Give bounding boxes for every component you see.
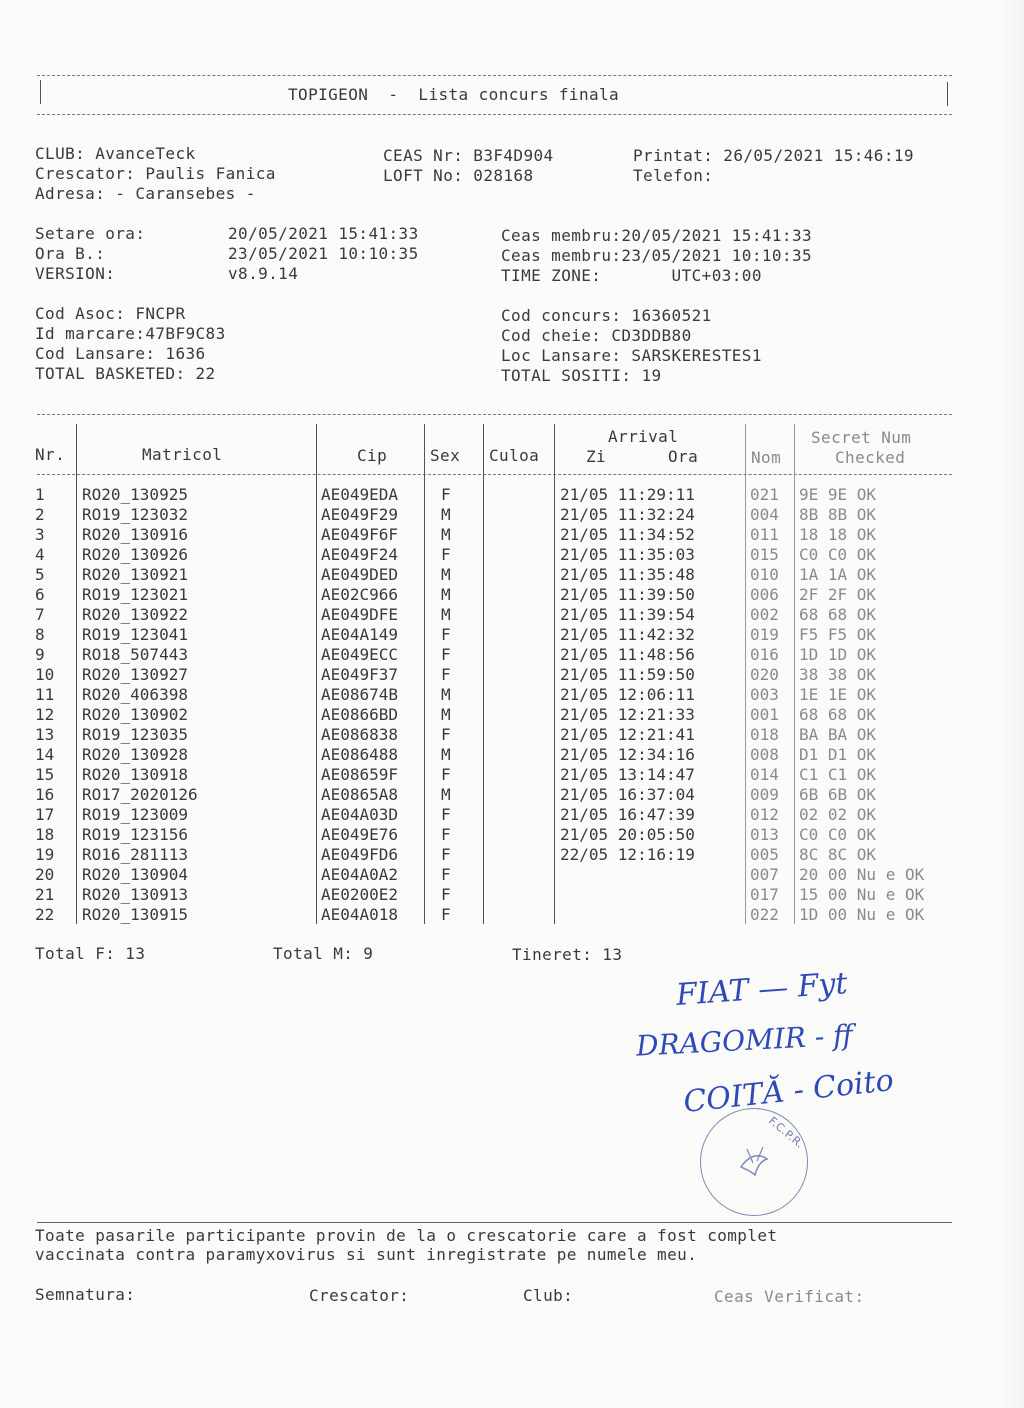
cell-nr: 10	[35, 665, 55, 684]
col-header-nr: Nr.	[35, 445, 66, 464]
handwritten-line-2: DRAGOMIR - ff	[635, 1018, 854, 1063]
cell-cip: AE02C966	[321, 585, 399, 604]
cell-cip: AE049F24	[321, 545, 399, 564]
cell-cip: AE04A018	[321, 905, 399, 924]
cell-nr: 13	[35, 725, 55, 744]
cell-matricol: RO20_130922	[82, 605, 188, 624]
ora-b-value: 23/05/2021 10:10:35	[228, 244, 419, 263]
cell-cip: AE049DFE	[321, 605, 399, 624]
cod-concurs: Cod concurs: 16360521	[501, 306, 712, 325]
cell-sex: F	[441, 645, 451, 664]
cell-sex: F	[441, 825, 451, 844]
col-header-sex: Sex	[430, 446, 461, 465]
cell-matricol: RO20_406398	[82, 685, 188, 704]
cell-sex: M	[441, 605, 451, 624]
cell-nom: 014	[750, 765, 779, 784]
table-row	[0, 865, 1000, 885]
cell-sex: F	[441, 805, 451, 824]
cell-nr: 21	[35, 885, 55, 904]
cell-secret: 1D 1D OK	[799, 645, 877, 664]
time-zone: TIME ZONE: UTC+03:00	[501, 266, 762, 285]
loft-no: LOFT No: 028168	[383, 166, 534, 185]
col-header-cip: Cip	[357, 446, 388, 465]
table-row	[0, 845, 1000, 865]
cell-nom: 008	[750, 745, 779, 764]
cell-nr: 7	[35, 605, 45, 624]
cell-arrival: 22/05 12:16:19	[560, 845, 695, 864]
table-row	[0, 765, 1000, 785]
cell-matricol: RO19_123032	[82, 505, 188, 524]
cell-arrival: 21/05 12:06:11	[560, 685, 695, 704]
cell-nom: 017	[750, 885, 779, 904]
ceas-nr: CEAS Nr: B3F4D904	[383, 146, 554, 165]
printat: Printat: 26/05/2021 15:46:19	[633, 146, 914, 165]
cell-nom: 015	[750, 545, 779, 564]
cod-lansare: Cod Lansare: 1636	[35, 344, 206, 363]
cell-secret: F5 F5 OK	[799, 625, 877, 644]
table-header-divider	[37, 474, 952, 475]
cell-cip: AE04A03D	[321, 805, 399, 824]
adresa: Adresa: - Caransebes -	[35, 184, 256, 203]
cell-nom: 019	[750, 625, 779, 644]
cell-nom: 016	[750, 645, 779, 664]
cell-cip: AE049EDA	[321, 485, 399, 504]
cell-sex: M	[441, 585, 451, 604]
cell-nr: 4	[35, 545, 45, 564]
cell-cip: AE086838	[321, 725, 399, 744]
table-top-border	[37, 414, 952, 415]
cell-matricol: RO20_130916	[82, 525, 188, 544]
cell-secret: 38 38 OK	[799, 665, 877, 684]
cell-cip: AE0866BD	[321, 705, 399, 724]
table-row	[0, 905, 1000, 925]
crescator-name: Crescator: Paulis Fanica	[35, 164, 276, 183]
cell-nr: 14	[35, 745, 55, 764]
cell-secret: 1A 1A OK	[799, 565, 877, 584]
cell-arrival: 21/05 11:48:56	[560, 645, 695, 664]
cell-nr: 3	[35, 525, 45, 544]
cell-sex: F	[441, 905, 451, 924]
cell-cip: AE0865A8	[321, 785, 399, 804]
cell-nom: 005	[750, 845, 779, 864]
cell-nom: 012	[750, 805, 779, 824]
cell-matricol: RO19_123021	[82, 585, 188, 604]
cell-arrival: 21/05 16:37:04	[560, 785, 695, 804]
loc-lansare: Loc Lansare: SARSKERESTES1	[501, 346, 762, 365]
col-header-nom: Nom	[751, 448, 782, 467]
cell-nr: 11	[35, 685, 55, 704]
cell-nom: 002	[750, 605, 779, 624]
cell-matricol: RO20_130915	[82, 905, 188, 924]
cell-secret: C0 C0 OK	[799, 545, 877, 564]
cell-sex: F	[441, 725, 451, 744]
ceas-membru-1: Ceas membru:20/05/2021 15:41:33	[501, 226, 813, 245]
cell-matricol: RO20_130913	[82, 885, 188, 904]
table-row	[0, 785, 1000, 805]
cell-arrival: 21/05 11:34:52	[560, 525, 695, 544]
cell-matricol: RO19_123156	[82, 825, 188, 844]
table-row	[0, 525, 1000, 545]
stamp-text: F.C.P.R.	[766, 1114, 807, 1151]
col-header-arrival: Arrival	[608, 427, 679, 446]
col-header-culoa: Culoa	[489, 446, 540, 465]
cell-nom: 013	[750, 825, 779, 844]
cell-cip: AE049FD6	[321, 845, 399, 864]
table-row	[0, 665, 1000, 685]
cell-cip: AE049ECC	[321, 645, 399, 664]
cell-secret: C0 C0 OK	[799, 825, 877, 844]
version-value: v8.9.14	[228, 264, 299, 283]
cell-nr: 16	[35, 785, 55, 804]
cell-nom: 018	[750, 725, 779, 744]
col-header-checked: Checked	[835, 448, 906, 467]
table-row	[0, 685, 1000, 705]
cell-secret: 68 68 OK	[799, 605, 877, 624]
cell-sex: M	[441, 705, 451, 724]
cell-arrival: 21/05 12:21:33	[560, 705, 695, 724]
cell-matricol: RO20_130925	[82, 485, 188, 504]
telefon: Telefon:	[633, 166, 714, 185]
cell-nom: 021	[750, 485, 779, 504]
cell-nr: 12	[35, 705, 55, 724]
cell-matricol: RO20_130926	[82, 545, 188, 564]
total-f: Total F: 13	[35, 944, 146, 963]
cell-matricol: RO20_130921	[82, 565, 188, 584]
cell-arrival: 21/05 12:34:16	[560, 745, 695, 764]
cod-cheie: Cod cheie: CD3DDB80	[501, 326, 692, 345]
cell-secret: 6B 6B OK	[799, 785, 877, 804]
cell-secret: 18 18 OK	[799, 525, 877, 544]
cell-arrival: 21/05 12:21:41	[560, 725, 695, 744]
version-label: VERSION:	[35, 264, 116, 283]
cell-matricol: RO20_130927	[82, 665, 188, 684]
cell-nr: 22	[35, 905, 55, 924]
cell-nr: 1	[35, 485, 45, 504]
cell-sex: M	[441, 565, 451, 584]
ceas-verificat-label: Ceas Verificat:	[714, 1287, 865, 1306]
cell-nom: 006	[750, 585, 779, 604]
cell-sex: F	[441, 865, 451, 884]
cell-nr: 9	[35, 645, 45, 664]
header-bottom-border	[37, 114, 952, 115]
col-header-zi: Zi	[586, 447, 607, 466]
table-row	[0, 645, 1000, 665]
cell-secret: C1 C1 OK	[799, 765, 877, 784]
cell-matricol: RO20_130904	[82, 865, 188, 884]
cell-matricol: RO17_2020126	[82, 785, 198, 804]
cell-nom: 001	[750, 705, 779, 724]
cell-sex: M	[441, 505, 451, 524]
cell-arrival: 21/05 20:05:50	[560, 825, 695, 844]
cell-arrival: 21/05 11:35:03	[560, 545, 695, 564]
table-row	[0, 705, 1000, 725]
table-row	[0, 725, 1000, 745]
cell-nr: 8	[35, 625, 45, 644]
cell-matricol: RO18_507443	[82, 645, 188, 664]
cell-nom: 010	[750, 565, 779, 584]
cell-nr: 19	[35, 845, 55, 864]
cell-sex: F	[441, 845, 451, 864]
cell-cip: AE049DED	[321, 565, 399, 584]
document-title: TOPIGEON - Lista concurs finala	[288, 85, 620, 104]
stamp-seal	[700, 1108, 808, 1216]
cell-nr: 15	[35, 765, 55, 784]
cell-cip: AE086488	[321, 745, 399, 764]
header-right-border	[947, 82, 948, 106]
setare-ora-value: 20/05/2021 15:41:33	[228, 224, 419, 243]
cell-nom: 007	[750, 865, 779, 884]
table-row	[0, 805, 1000, 825]
cell-sex: M	[441, 785, 451, 804]
cell-arrival: 21/05 11:42:32	[560, 625, 695, 644]
total-sositi: TOTAL SOSITI: 19	[501, 366, 662, 385]
cell-arrival: 21/05 11:59:50	[560, 665, 695, 684]
ora-b-label: Ora B.:	[35, 244, 106, 263]
cell-nr: 5	[35, 565, 45, 584]
cell-cip: AE04A149	[321, 625, 399, 644]
total-basketed: TOTAL BASKETED: 22	[35, 364, 216, 383]
cell-arrival: 21/05 16:47:39	[560, 805, 695, 824]
table-row	[0, 885, 1000, 905]
header-left-border	[40, 80, 41, 104]
tineret: Tineret: 13	[512, 945, 623, 964]
table-row	[0, 585, 1000, 605]
cell-secret: 8C 8C OK	[799, 845, 877, 864]
cell-secret: BA BA OK	[799, 725, 877, 744]
cell-cip: AE08659F	[321, 765, 399, 784]
cell-matricol: RO20_130928	[82, 745, 188, 764]
cell-matricol: RO20_130918	[82, 765, 188, 784]
cell-nr: 17	[35, 805, 55, 824]
handwritten-line-3: COITĂ - Coito	[681, 1063, 896, 1120]
table-row	[0, 605, 1000, 625]
cell-nom: 004	[750, 505, 779, 524]
cell-arrival: 21/05 11:39:54	[560, 605, 695, 624]
cell-cip: AE08674B	[321, 685, 399, 704]
cell-matricol: RO19_123041	[82, 625, 188, 644]
club-name: CLUB: AvanceTeck	[35, 144, 196, 163]
cell-nr: 6	[35, 585, 45, 604]
statement-line-1: Toate pasarile participante provin de la o crescatorie care a fost complet	[35, 1226, 778, 1245]
cell-secret: 68 68 OK	[799, 705, 877, 724]
cell-matricol: RO19_123035	[82, 725, 188, 744]
cell-arrival: 21/05 11:35:48	[560, 565, 695, 584]
cell-sex: F	[441, 765, 451, 784]
cell-secret: 1D 00 Nu e OK	[799, 905, 925, 924]
cell-arrival: 21/05 13:14:47	[560, 765, 695, 784]
cell-matricol: RO20_130902	[82, 705, 188, 724]
col-header-ora: Ora	[668, 447, 699, 466]
cell-matricol: RO19_123009	[82, 805, 188, 824]
cell-sex: F	[441, 545, 451, 564]
club-label: Club:	[523, 1286, 574, 1305]
cell-arrival: 21/05 11:32:24	[560, 505, 695, 524]
col-header-secret: Secret Num	[811, 428, 912, 447]
cell-secret: 15 00 Nu e OK	[799, 885, 925, 904]
cell-secret: 8B 8B OK	[799, 505, 877, 524]
handwritten-line-1: FIAT — Fyt	[674, 966, 849, 1013]
cell-secret: 20 00 Nu e OK	[799, 865, 925, 884]
cell-sex: M	[441, 745, 451, 764]
col-header-matricol: Matricol	[142, 445, 223, 464]
setare-ora-label: Setare ora:	[35, 224, 146, 243]
table-row	[0, 745, 1000, 765]
cell-sex: F	[441, 485, 451, 504]
cell-nr: 18	[35, 825, 55, 844]
semnatura-label: Semnatura:	[35, 1285, 136, 1304]
cell-sex: F	[441, 625, 451, 644]
cell-secret: 9E 9E OK	[799, 485, 877, 504]
cell-sex: F	[441, 665, 451, 684]
header-top-border	[37, 75, 952, 76]
cell-matricol: RO16_281113	[82, 845, 188, 864]
total-m: Total M: 9	[273, 944, 374, 963]
cell-cip: AE04A0A2	[321, 865, 399, 884]
cell-secret: 1E 1E OK	[799, 685, 877, 704]
cell-secret: D1 D1 OK	[799, 745, 877, 764]
footer-divider	[37, 1222, 952, 1223]
ceas-membru-2: Ceas membru:23/05/2021 10:10:35	[501, 246, 813, 265]
cell-cip: AE049F29	[321, 505, 399, 524]
cod-asoc: Cod Asoc: FNCPR	[35, 304, 186, 323]
cell-secret: 02 02 OK	[799, 805, 877, 824]
cell-cip: AE049E76	[321, 825, 399, 844]
cell-cip: AE0200E2	[321, 885, 399, 904]
table-row	[0, 565, 1000, 585]
table-row	[0, 625, 1000, 645]
cell-nom: 009	[750, 785, 779, 804]
cell-secret: 2F 2F OK	[799, 585, 877, 604]
cell-nom: 003	[750, 685, 779, 704]
table-row	[0, 485, 1000, 505]
cell-arrival: 21/05 11:29:11	[560, 485, 695, 504]
cell-nom: 022	[750, 905, 779, 924]
statement-line-2: vaccinata contra paramyxovirus si sunt inregistrate pe numele meu.	[35, 1245, 698, 1264]
id-marcare: Id marcare:47BF9C83	[35, 324, 226, 343]
cell-nr: 2	[35, 505, 45, 524]
cell-sex: F	[441, 885, 451, 904]
table-row	[0, 545, 1000, 565]
cell-nom: 011	[750, 525, 779, 544]
table-row	[0, 505, 1000, 525]
cell-cip: AE049F6F	[321, 525, 399, 544]
cell-arrival: 21/05 11:39:50	[560, 585, 695, 604]
page-edge-shadow	[1000, 0, 1024, 1408]
crescator-label: Crescator:	[309, 1286, 410, 1305]
cell-nom: 020	[750, 665, 779, 684]
cell-cip: AE049F37	[321, 665, 399, 684]
cell-sex: M	[441, 685, 451, 704]
cell-sex: M	[441, 525, 451, 544]
table-row	[0, 825, 1000, 845]
cell-nr: 20	[35, 865, 55, 884]
